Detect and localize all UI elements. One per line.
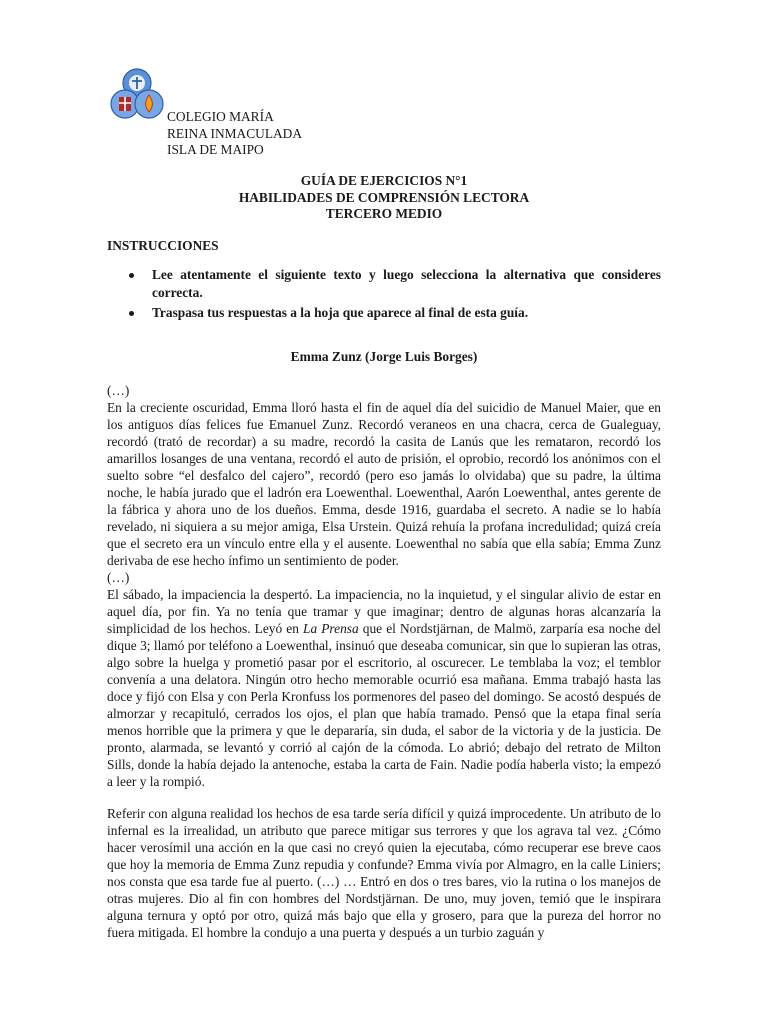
newspaper-title: La Prensa bbox=[303, 621, 359, 636]
paragraph-2 bbox=[107, 586, 661, 790]
instructions-heading: INSTRUCCIONES bbox=[107, 238, 219, 253]
bullet-icon bbox=[129, 311, 134, 316]
guide-grade-level: TERCERO MEDIO bbox=[325, 206, 443, 221]
school-name-line-1: COLEGIO MARÍA bbox=[167, 109, 274, 124]
omission-marker: (…) bbox=[107, 383, 130, 398]
paragraph-1: En la creciente oscuridad, Emma lloró hasta el fin de aquel día del suicidio de Manuel Maier, que en los antiguos días felices fue Emanuel Zunz. Recordó veraneos en una chacra, cerca de Gualeguay, recordó (trató de recordar) a su madre, recordó la casita de Lanús que les remataron, recordó los amarillos losanges de una ventana, recordó el auto de prisión, el oprobio, recordó los anónimos con el suelto sobre “el desfalco del cajero”, recordó (pero eso jamás lo olvidaba) que su padre, la última noche, le había jurado que el ladrón era Loewenthal. Loewenthal, Aarón Loewenthal, antes gerente de la fábrica y ahora uno de los dueños. Emma, desde 1916, guardaba el secreto. A nadie se lo había revelado, ni siquiera a su mejor amiga, Elsa Urstein. Quizá rehuía la profana incredulidad; quizá creía que el secreto era un vínculo entre ella y el ausente. Loewenthal no sabía que ella sabía; Emma Zunz derivaba de ese hecho ínfimo un sentimiento de poder. bbox=[107, 400, 661, 568]
guide-title: GUÍA DE EJERCICIOS N°1 bbox=[300, 173, 468, 188]
school-logo-icon bbox=[108, 66, 166, 124]
instruction-item bbox=[107, 304, 661, 322]
bullet-icon bbox=[129, 273, 134, 278]
school-name-block bbox=[167, 109, 302, 159]
instruction-text: Traspasa tus respuestas a la hoja que aparece al final de esta guía. bbox=[152, 305, 529, 320]
instruction-text: Lee atentamente el siguiente texto y luego selecciona la alternativa que consideres correcta. bbox=[152, 267, 661, 300]
story-title: Emma Zunz (Jorge Luis Borges) bbox=[290, 349, 478, 364]
paragraph-2-part-1: El sábado, la impaciencia la despertó. La impaciencia, no la inquietud, y el singular alivio de estar en aquel día, por fin. Ya no tenía que tramar y que imaginar; dentro de algunas horas alcanzaría la simplicidad de los hechos. Leyó en bbox=[107, 587, 661, 636]
paragraph-3: Referir con alguna realidad los hechos de esa tarde sería difícil y quizá improcedente. Un atributo de lo infernal es la irrealidad, un atributo que parece mitigar sus terrores y que los agrava tal vez. ¿Cómo hacer verosímil una acción en la que casi no creyó quien la ejecutaba, cómo recuperar ese breve caos que hoy la memoria de Emma Zunz repudia y confunde? Emma vivía por Almagro, en la calle Liniers; nos consta que esa tarde fue al puerto. (…) … Entró en dos o tres bares, vio la rutina o los manejos de otras mujeres. Dio al fin con hombres del Nordstjärnan. De uno, muy joven, temió que le inspirara alguna ternura y optó por otro, quizá más bajo que ella y grosero, para que la pureza del horror no fuera mitigada. El hombre la condujo a una puerta y después a un turbio zaguán y bbox=[107, 806, 661, 940]
guide-title-block bbox=[0, 173, 768, 223]
instructions-list bbox=[107, 266, 661, 325]
school-name-line-2: REINA INMACULADA bbox=[167, 125, 303, 141]
school-location-line: ISLA DE MAIPO bbox=[167, 142, 264, 157]
omission-marker: (…) bbox=[107, 570, 130, 585]
instruction-item bbox=[107, 266, 661, 301]
paragraph-2-part-2: que el Nordstjärnan, de Malmö, zarparía esa noche del dique 3; llamó por teléfono a Loewenthal, insinuó que deseaba comunicar, sin que lo supieran las otras, algo sobre la huelga y prometió pasar por el escritorio, al oscurecer. Le temblaba la voz; el temblor convenía a una delatora. Ningún otro hecho memorable ocurrió esa mañana. Emma trabajó hasta las doce y fijó con Elsa y con Perla Kronfuss los pormenores del paseo del domingo. Se acostó después de almorzar y recapituló, cerrados los ojos, el plan que había tramado. Pensó que la etapa final sería menos horrible que la primera y que le depararía, sin duda, el sabor de la victoria y de la justicia. De pronto, alarmada, se levantó y corrió al cajón de la cómoda. Lo abrió; debajo del retrato de Milton Sills, donde la había dejado la antenoche, estaba la carta de Fain. Nadie podía haberla visto; la empezó a leer y la rompió. bbox=[107, 621, 661, 789]
story-body bbox=[107, 382, 661, 941]
guide-subtitle: HABILIDADES DE COMPRENSIÓN LECTORA bbox=[238, 189, 530, 205]
